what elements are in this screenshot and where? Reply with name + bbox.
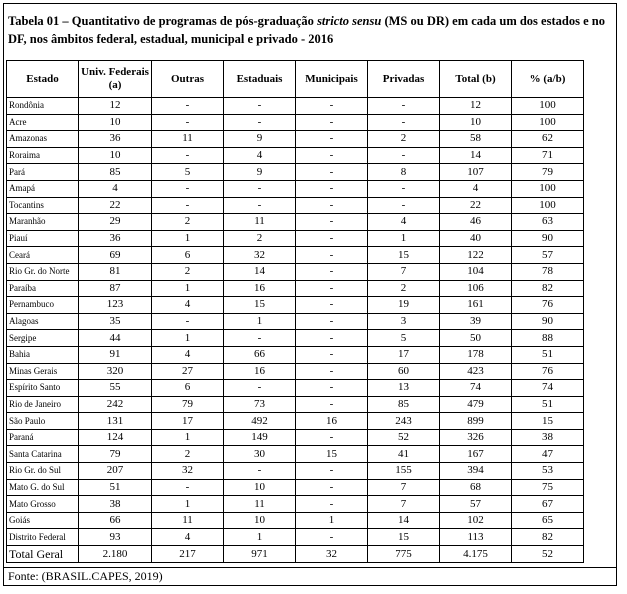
value-cell: 79 bbox=[512, 164, 584, 181]
value-cell: 5 bbox=[152, 164, 224, 181]
value-cell: - bbox=[296, 280, 368, 297]
value-cell: 55 bbox=[79, 380, 152, 397]
value-cell: 102 bbox=[440, 512, 512, 529]
value-cell: 32 bbox=[224, 247, 296, 264]
value-cell: 73 bbox=[224, 396, 296, 413]
value-cell: 32 bbox=[152, 463, 224, 480]
value-cell: 60 bbox=[368, 363, 440, 380]
state-cell: Paraná bbox=[7, 429, 79, 446]
value-cell: 90 bbox=[512, 313, 584, 330]
value-cell: 394 bbox=[440, 463, 512, 480]
value-cell: 104 bbox=[440, 263, 512, 280]
value-cell: 10 bbox=[79, 147, 152, 164]
value-cell: - bbox=[296, 463, 368, 480]
value-cell: 15 bbox=[368, 529, 440, 546]
value-cell: - bbox=[152, 479, 224, 496]
value-cell: 47 bbox=[512, 446, 584, 463]
value-cell: 38 bbox=[512, 429, 584, 446]
value-cell: 9 bbox=[224, 164, 296, 181]
value-cell: 492 bbox=[224, 413, 296, 430]
state-cell: Rio de Janeiro bbox=[7, 396, 79, 413]
value-cell: 50 bbox=[440, 330, 512, 347]
value-cell: 207 bbox=[79, 463, 152, 480]
table-row bbox=[7, 512, 584, 529]
table-row bbox=[7, 214, 584, 231]
value-cell: 6 bbox=[152, 247, 224, 264]
value-cell: - bbox=[224, 180, 296, 197]
value-cell: 1 bbox=[152, 429, 224, 446]
value-cell: - bbox=[152, 147, 224, 164]
state-cell: Amapá bbox=[7, 180, 79, 197]
table-row bbox=[7, 147, 584, 164]
state-cell: Acre bbox=[7, 114, 79, 131]
value-cell: - bbox=[296, 396, 368, 413]
col-header-total: Total (b) bbox=[440, 61, 512, 98]
value-cell: 15 bbox=[368, 247, 440, 264]
value-cell: 79 bbox=[152, 396, 224, 413]
value-cell: 39 bbox=[440, 313, 512, 330]
value-cell: 36 bbox=[79, 230, 152, 247]
value-cell: 51 bbox=[512, 396, 584, 413]
table-row bbox=[7, 479, 584, 496]
value-cell: 10 bbox=[440, 114, 512, 131]
value-cell: 899 bbox=[440, 413, 512, 430]
value-cell: - bbox=[152, 98, 224, 115]
table-row bbox=[7, 263, 584, 280]
value-cell: - bbox=[152, 313, 224, 330]
value-cell: 2 bbox=[152, 446, 224, 463]
value-cell: 52 bbox=[368, 429, 440, 446]
total-row bbox=[7, 546, 584, 563]
value-cell: 58 bbox=[440, 131, 512, 148]
value-cell: 7 bbox=[368, 263, 440, 280]
state-cell: Maranhão bbox=[7, 214, 79, 231]
value-cell: 1 bbox=[224, 529, 296, 546]
value-cell: 10 bbox=[224, 479, 296, 496]
value-cell: - bbox=[296, 114, 368, 131]
table-row bbox=[7, 131, 584, 148]
value-cell: 14 bbox=[368, 512, 440, 529]
value-cell: - bbox=[296, 346, 368, 363]
state-cell: Tocantins bbox=[7, 197, 79, 214]
value-cell: 66 bbox=[79, 512, 152, 529]
table-row bbox=[7, 313, 584, 330]
value-cell: - bbox=[296, 380, 368, 397]
value-cell: - bbox=[296, 313, 368, 330]
table-row bbox=[7, 280, 584, 297]
value-cell: 8 bbox=[368, 164, 440, 181]
value-cell: 775 bbox=[368, 546, 440, 563]
value-cell: - bbox=[296, 479, 368, 496]
value-cell: 15 bbox=[296, 446, 368, 463]
value-cell: 41 bbox=[368, 446, 440, 463]
value-cell: 123 bbox=[79, 297, 152, 314]
value-cell: 38 bbox=[79, 496, 152, 513]
value-cell: 326 bbox=[440, 429, 512, 446]
value-cell: 4 bbox=[79, 180, 152, 197]
value-cell: 17 bbox=[152, 413, 224, 430]
value-cell: - bbox=[152, 180, 224, 197]
value-cell: - bbox=[224, 463, 296, 480]
data-table bbox=[6, 60, 584, 563]
value-cell: 4 bbox=[152, 297, 224, 314]
value-cell: - bbox=[296, 263, 368, 280]
value-cell: 9 bbox=[224, 131, 296, 148]
value-cell: - bbox=[152, 114, 224, 131]
value-cell: - bbox=[296, 180, 368, 197]
value-cell: 320 bbox=[79, 363, 152, 380]
value-cell: 4 bbox=[152, 529, 224, 546]
value-cell: 36 bbox=[79, 131, 152, 148]
value-cell: 88 bbox=[512, 330, 584, 347]
value-cell: 2.180 bbox=[79, 546, 152, 563]
value-cell: - bbox=[296, 529, 368, 546]
value-cell: - bbox=[368, 114, 440, 131]
value-cell: 155 bbox=[368, 463, 440, 480]
value-cell: 81 bbox=[79, 263, 152, 280]
value-cell: - bbox=[224, 197, 296, 214]
value-cell: 74 bbox=[512, 380, 584, 397]
value-cell: 22 bbox=[440, 197, 512, 214]
value-cell: - bbox=[296, 147, 368, 164]
value-cell: 14 bbox=[224, 263, 296, 280]
value-cell: 113 bbox=[440, 529, 512, 546]
state-cell: Total Geral bbox=[7, 546, 79, 563]
value-cell: 15 bbox=[224, 297, 296, 314]
state-cell: Piauí bbox=[7, 230, 79, 247]
col-header-outras: Outras bbox=[152, 61, 224, 98]
value-cell: 32 bbox=[296, 546, 368, 563]
value-cell: 51 bbox=[512, 346, 584, 363]
state-cell: Pará bbox=[7, 164, 79, 181]
value-cell: 62 bbox=[512, 131, 584, 148]
value-cell: 91 bbox=[79, 346, 152, 363]
state-cell: Ceará bbox=[7, 247, 79, 264]
value-cell: 46 bbox=[440, 214, 512, 231]
value-cell: 85 bbox=[368, 396, 440, 413]
value-cell: - bbox=[296, 429, 368, 446]
value-cell: 16 bbox=[224, 363, 296, 380]
source-divider bbox=[3, 567, 617, 568]
table-body bbox=[7, 98, 584, 563]
value-cell: 11 bbox=[152, 131, 224, 148]
value-cell: - bbox=[152, 197, 224, 214]
value-cell: 52 bbox=[512, 546, 584, 563]
value-cell: - bbox=[224, 98, 296, 115]
value-cell: 16 bbox=[296, 413, 368, 430]
table-row bbox=[7, 446, 584, 463]
value-cell: 6 bbox=[152, 380, 224, 397]
table-row bbox=[7, 529, 584, 546]
value-cell: 161 bbox=[440, 297, 512, 314]
value-cell: 131 bbox=[79, 413, 152, 430]
value-cell: 11 bbox=[152, 512, 224, 529]
value-cell: 107 bbox=[440, 164, 512, 181]
value-cell: - bbox=[224, 330, 296, 347]
value-cell: 11 bbox=[224, 496, 296, 513]
state-cell: Rio Gr. do Sul bbox=[7, 463, 79, 480]
value-cell: 76 bbox=[512, 363, 584, 380]
value-cell: 29 bbox=[79, 214, 152, 231]
value-cell: 76 bbox=[512, 297, 584, 314]
value-cell: 22 bbox=[79, 197, 152, 214]
value-cell: 3 bbox=[368, 313, 440, 330]
value-cell: 82 bbox=[512, 529, 584, 546]
value-cell: - bbox=[296, 164, 368, 181]
state-cell: Distrito Federal bbox=[7, 529, 79, 546]
table-row bbox=[7, 496, 584, 513]
table-row bbox=[7, 230, 584, 247]
col-header-privadas: Privadas bbox=[368, 61, 440, 98]
col-header-estaduais: Estaduais bbox=[224, 61, 296, 98]
col-header-municipais: Municipais bbox=[296, 61, 368, 98]
value-cell: 149 bbox=[224, 429, 296, 446]
state-cell: Alagoas bbox=[7, 313, 79, 330]
value-cell: 40 bbox=[440, 230, 512, 247]
value-cell: 82 bbox=[512, 280, 584, 297]
table-title bbox=[8, 12, 614, 48]
value-cell: 17 bbox=[368, 346, 440, 363]
value-cell: 57 bbox=[440, 496, 512, 513]
value-cell: 78 bbox=[512, 263, 584, 280]
value-cell: 5 bbox=[368, 330, 440, 347]
value-cell: 7 bbox=[368, 496, 440, 513]
value-cell: 30 bbox=[224, 446, 296, 463]
value-cell: 4 bbox=[440, 180, 512, 197]
value-cell: 93 bbox=[79, 529, 152, 546]
value-cell: 4.175 bbox=[440, 546, 512, 563]
value-cell: 971 bbox=[224, 546, 296, 563]
value-cell: 15 bbox=[512, 413, 584, 430]
col-header-estado: Estado bbox=[7, 61, 79, 98]
value-cell: - bbox=[368, 197, 440, 214]
value-cell: 122 bbox=[440, 247, 512, 264]
table-row bbox=[7, 413, 584, 430]
value-cell: 1 bbox=[152, 280, 224, 297]
value-cell: 1 bbox=[152, 496, 224, 513]
value-cell: 57 bbox=[512, 247, 584, 264]
value-cell: 100 bbox=[512, 180, 584, 197]
value-cell: 51 bbox=[79, 479, 152, 496]
table-row bbox=[7, 363, 584, 380]
value-cell: 4 bbox=[152, 346, 224, 363]
value-cell: 11 bbox=[224, 214, 296, 231]
state-cell: Amazonas bbox=[7, 131, 79, 148]
table-row bbox=[7, 164, 584, 181]
value-cell: 7 bbox=[368, 479, 440, 496]
value-cell: 10 bbox=[79, 114, 152, 131]
value-cell: - bbox=[224, 114, 296, 131]
value-cell: - bbox=[296, 330, 368, 347]
state-cell: São Paulo bbox=[7, 413, 79, 430]
col-header-percent: % (a/b) bbox=[512, 61, 584, 98]
value-cell: 100 bbox=[512, 114, 584, 131]
title-prefix: Tabela 01 – Quantitativo de programas de pós-graduação bbox=[8, 14, 314, 28]
value-cell: 71 bbox=[512, 147, 584, 164]
value-cell: 1 bbox=[368, 230, 440, 247]
value-cell: 14 bbox=[440, 147, 512, 164]
table-row bbox=[7, 463, 584, 480]
value-cell: - bbox=[296, 230, 368, 247]
value-cell: 68 bbox=[440, 479, 512, 496]
value-cell: - bbox=[224, 380, 296, 397]
value-cell: 2 bbox=[152, 214, 224, 231]
table-row bbox=[7, 396, 584, 413]
state-cell: Minas Gerais bbox=[7, 363, 79, 380]
state-cell: Mato Grosso bbox=[7, 496, 79, 513]
value-cell: 75 bbox=[512, 479, 584, 496]
value-cell: 217 bbox=[152, 546, 224, 563]
value-cell: 243 bbox=[368, 413, 440, 430]
value-cell: 53 bbox=[512, 463, 584, 480]
source-note: Fonte: (BRASIL.CAPES, 2019) bbox=[8, 569, 163, 583]
state-cell: Espírito Santo bbox=[7, 380, 79, 397]
value-cell: 167 bbox=[440, 446, 512, 463]
value-cell: 4 bbox=[224, 147, 296, 164]
state-cell: Paraíba bbox=[7, 280, 79, 297]
value-cell: 10 bbox=[224, 512, 296, 529]
state-cell: Roraima bbox=[7, 147, 79, 164]
value-cell: 67 bbox=[512, 496, 584, 513]
value-cell: 178 bbox=[440, 346, 512, 363]
value-cell: 2 bbox=[152, 263, 224, 280]
value-cell: 85 bbox=[79, 164, 152, 181]
value-cell: 90 bbox=[512, 230, 584, 247]
value-cell: 1 bbox=[152, 330, 224, 347]
value-cell: 44 bbox=[79, 330, 152, 347]
value-cell: - bbox=[296, 247, 368, 264]
table-row bbox=[7, 114, 584, 131]
value-cell: 27 bbox=[152, 363, 224, 380]
table-row bbox=[7, 330, 584, 347]
value-cell: 16 bbox=[224, 280, 296, 297]
value-cell: 1 bbox=[224, 313, 296, 330]
value-cell: - bbox=[296, 214, 368, 231]
value-cell: 423 bbox=[440, 363, 512, 380]
value-cell: - bbox=[296, 363, 368, 380]
header-row bbox=[7, 61, 584, 98]
value-cell: - bbox=[368, 98, 440, 115]
value-cell: 2 bbox=[368, 280, 440, 297]
value-cell: 1 bbox=[296, 512, 368, 529]
state-cell: Goiás bbox=[7, 512, 79, 529]
value-cell: - bbox=[296, 297, 368, 314]
table-row bbox=[7, 429, 584, 446]
state-cell: Pernambuco bbox=[7, 297, 79, 314]
value-cell: 12 bbox=[440, 98, 512, 115]
value-cell: 19 bbox=[368, 297, 440, 314]
value-cell: - bbox=[296, 496, 368, 513]
value-cell: 242 bbox=[79, 396, 152, 413]
value-cell: 2 bbox=[224, 230, 296, 247]
state-cell: Santa Catarina bbox=[7, 446, 79, 463]
state-cell: Mato G. do Sul bbox=[7, 479, 79, 496]
state-cell: Sergipe bbox=[7, 330, 79, 347]
value-cell: 87 bbox=[79, 280, 152, 297]
value-cell: 63 bbox=[512, 214, 584, 231]
state-cell: Rio Gr. do Norte bbox=[7, 263, 79, 280]
value-cell: - bbox=[296, 131, 368, 148]
table-row bbox=[7, 98, 584, 115]
state-cell: Rondônia bbox=[7, 98, 79, 115]
value-cell: 100 bbox=[512, 197, 584, 214]
value-cell: 124 bbox=[79, 429, 152, 446]
value-cell: 100 bbox=[512, 98, 584, 115]
value-cell: - bbox=[296, 197, 368, 214]
table-row bbox=[7, 197, 584, 214]
value-cell: - bbox=[368, 147, 440, 164]
value-cell: 65 bbox=[512, 512, 584, 529]
col-header-univ-federais: Univ. Federais (a) bbox=[79, 61, 152, 98]
state-cell: Bahia bbox=[7, 346, 79, 363]
value-cell: - bbox=[296, 98, 368, 115]
value-cell: 2 bbox=[368, 131, 440, 148]
value-cell: 1 bbox=[152, 230, 224, 247]
value-cell: - bbox=[368, 180, 440, 197]
value-cell: 79 bbox=[79, 446, 152, 463]
value-cell: 74 bbox=[440, 380, 512, 397]
table-row bbox=[7, 247, 584, 264]
table-row bbox=[7, 297, 584, 314]
value-cell: 12 bbox=[79, 98, 152, 115]
title-suffix: (MS ou DR) em cada um dos estados e no DF, nos âmbitos federal, estadual, municipal e privado - 2016 bbox=[8, 14, 605, 46]
value-cell: 66 bbox=[224, 346, 296, 363]
value-cell: 4 bbox=[368, 214, 440, 231]
value-cell: 106 bbox=[440, 280, 512, 297]
table-row bbox=[7, 180, 584, 197]
table-row bbox=[7, 346, 584, 363]
value-cell: 13 bbox=[368, 380, 440, 397]
value-cell: 35 bbox=[79, 313, 152, 330]
value-cell: 479 bbox=[440, 396, 512, 413]
table-row bbox=[7, 380, 584, 397]
value-cell: 69 bbox=[79, 247, 152, 264]
title-italic: stricto sensu bbox=[317, 14, 382, 28]
